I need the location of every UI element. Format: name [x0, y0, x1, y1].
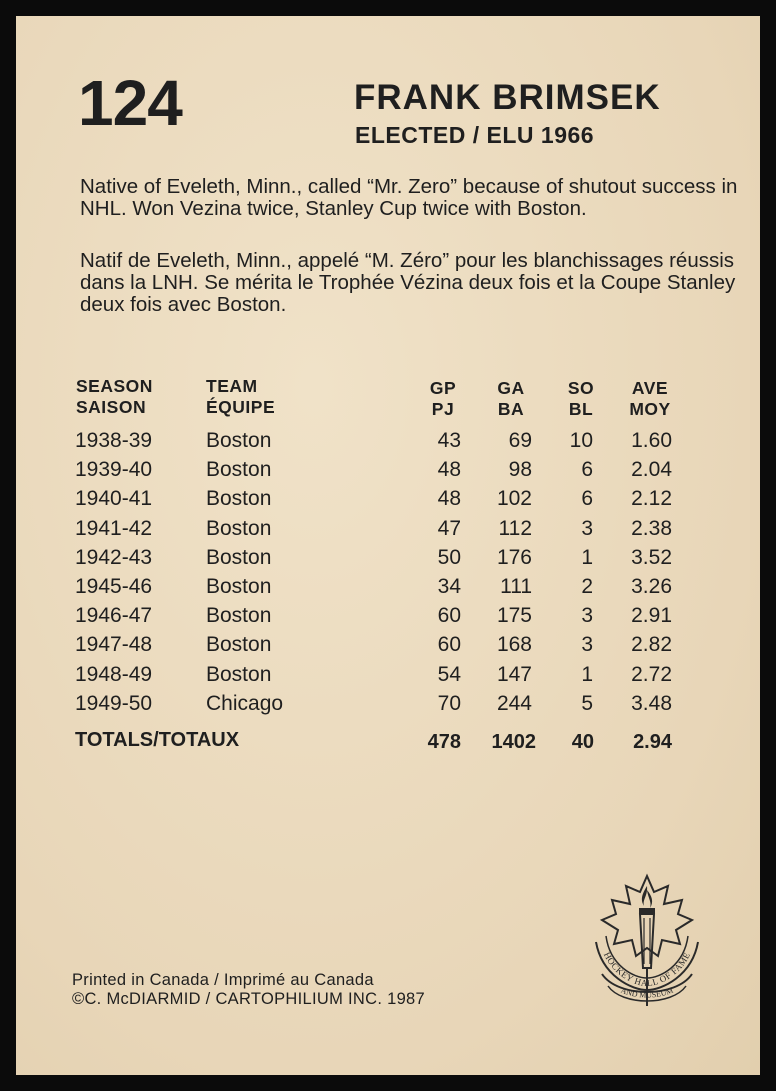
cell-ave: 2.72: [631, 662, 672, 686]
cell-team: Boston: [206, 662, 272, 686]
cell-ave: 2.91: [631, 604, 672, 628]
cell-ga: 168: [496, 633, 532, 657]
cell-ave: 3.52: [631, 545, 672, 569]
cell-season: 1939-40: [75, 458, 153, 482]
cell-team: Chicago: [206, 691, 284, 715]
cell-team: Boston: [206, 516, 272, 540]
cell-ga: 111: [500, 575, 532, 598]
trading-card-back: [16, 16, 760, 1075]
header-season: SEASON SAISON: [76, 376, 153, 417]
cell-so: 1: [581, 662, 593, 686]
cell-season: 1941-42: [75, 516, 153, 540]
cell-so: 5: [581, 691, 593, 715]
cell-ave: 1.60: [631, 429, 672, 452]
cell-gp: 48: [437, 487, 461, 511]
totals-gp: 478: [427, 731, 461, 753]
header-so: SO BL: [567, 378, 595, 419]
cell-ave: 2.38: [631, 516, 672, 540]
cell-ga: 244: [496, 691, 532, 715]
cell-season: 1945-46: [75, 575, 153, 598]
logo-ribbon-top: HOCKEY HALL OF FAME: [601, 950, 693, 989]
cell-ga: 69: [508, 429, 532, 452]
cell-ga: 98: [508, 458, 532, 482]
cell-so: 10: [569, 429, 593, 452]
cell-gp: 34: [437, 575, 461, 598]
cell-season: 1947-48: [75, 633, 153, 657]
cell-gp: 47: [437, 516, 461, 540]
cell-season: 1938-39: [75, 429, 153, 452]
cell-gp: 60: [437, 633, 461, 657]
bio-english: Native of Eveleth, Minn., called “Mr. Zero” because of shutout success in NHL. Won Vezina twice, Stanley Cup twice with Boston.: [80, 175, 738, 220]
card-number: 124: [78, 67, 182, 139]
cell-ga: 175: [496, 604, 532, 628]
cell-so: 6: [581, 487, 593, 511]
player-name: FRANK BRIMSEK: [354, 78, 661, 117]
header-ave: AVE MOY: [629, 378, 671, 419]
torch-maple-leaf-icon: [582, 864, 712, 1014]
cell-gp: 43: [437, 429, 461, 452]
cell-team: Boston: [206, 487, 272, 511]
cell-season: 1949-50: [75, 691, 153, 715]
logo-ribbon-bottom: AND MUSEUM: [619, 985, 675, 1000]
cell-gp: 48: [437, 458, 461, 482]
cell-team: Boston: [206, 429, 272, 452]
cell-ave: 3.26: [631, 575, 672, 598]
cell-so: 6: [581, 458, 593, 482]
header-ga: GA BA: [497, 378, 525, 419]
bio-french: Natif de Eveleth, Minn., appelé “M. Zéro” pour les blanchissages réussis dans la LNH. Se mérita le Trophée Vézina deux fois et la Coupe Stanley deux fois avec Boston.: [80, 249, 736, 316]
totals-so: 40: [571, 731, 594, 753]
cell-season: 1948-49: [75, 662, 153, 686]
cell-team: Boston: [206, 604, 272, 628]
cell-gp: 50: [437, 545, 461, 569]
cell-team: Boston: [206, 545, 272, 569]
elected-year: ELECTED / ELU 1966: [355, 122, 595, 148]
totals-ave: 2.94: [633, 731, 672, 753]
cell-team: Boston: [206, 458, 272, 482]
cell-ga: 147: [496, 662, 532, 686]
cell-team: Boston: [206, 633, 272, 657]
totals-label: TOTALS/TOTAUX: [75, 729, 240, 751]
cell-so: 3: [581, 516, 593, 540]
cell-ave: 2.04: [631, 458, 672, 482]
cell-ga: 176: [496, 545, 532, 569]
cell-so: 1: [581, 545, 593, 569]
cell-ave: 2.12: [631, 487, 672, 511]
header-team: TEAM ÉQUIPE: [206, 376, 276, 417]
cell-so: 2: [581, 575, 593, 598]
cell-season: 1946-47: [75, 604, 153, 628]
cell-gp: 60: [437, 604, 461, 628]
cell-ga: 102: [496, 487, 532, 511]
copyright: ©C. McDIARMID / CARTOPHILIUM INC. 1987: [72, 990, 426, 1008]
cell-team: Boston: [206, 575, 272, 598]
cell-ave: 2.82: [631, 633, 672, 657]
hall-of-fame-logo: [582, 864, 712, 1019]
cell-season: 1942-43: [75, 545, 153, 569]
cell-ga: 112: [498, 516, 532, 540]
cell-so: 3: [581, 604, 593, 628]
cell-season: 1940-41: [75, 487, 153, 511]
cell-ave: 3.48: [631, 691, 672, 715]
cell-so: 3: [581, 633, 593, 657]
cell-gp: 54: [437, 662, 461, 686]
totals-ga: 1402: [491, 731, 536, 753]
header-gp: GP PJ: [429, 378, 457, 419]
cell-gp: 70: [437, 691, 461, 715]
printed-in-canada: Printed in Canada / Imprimé au Canada: [72, 971, 374, 989]
